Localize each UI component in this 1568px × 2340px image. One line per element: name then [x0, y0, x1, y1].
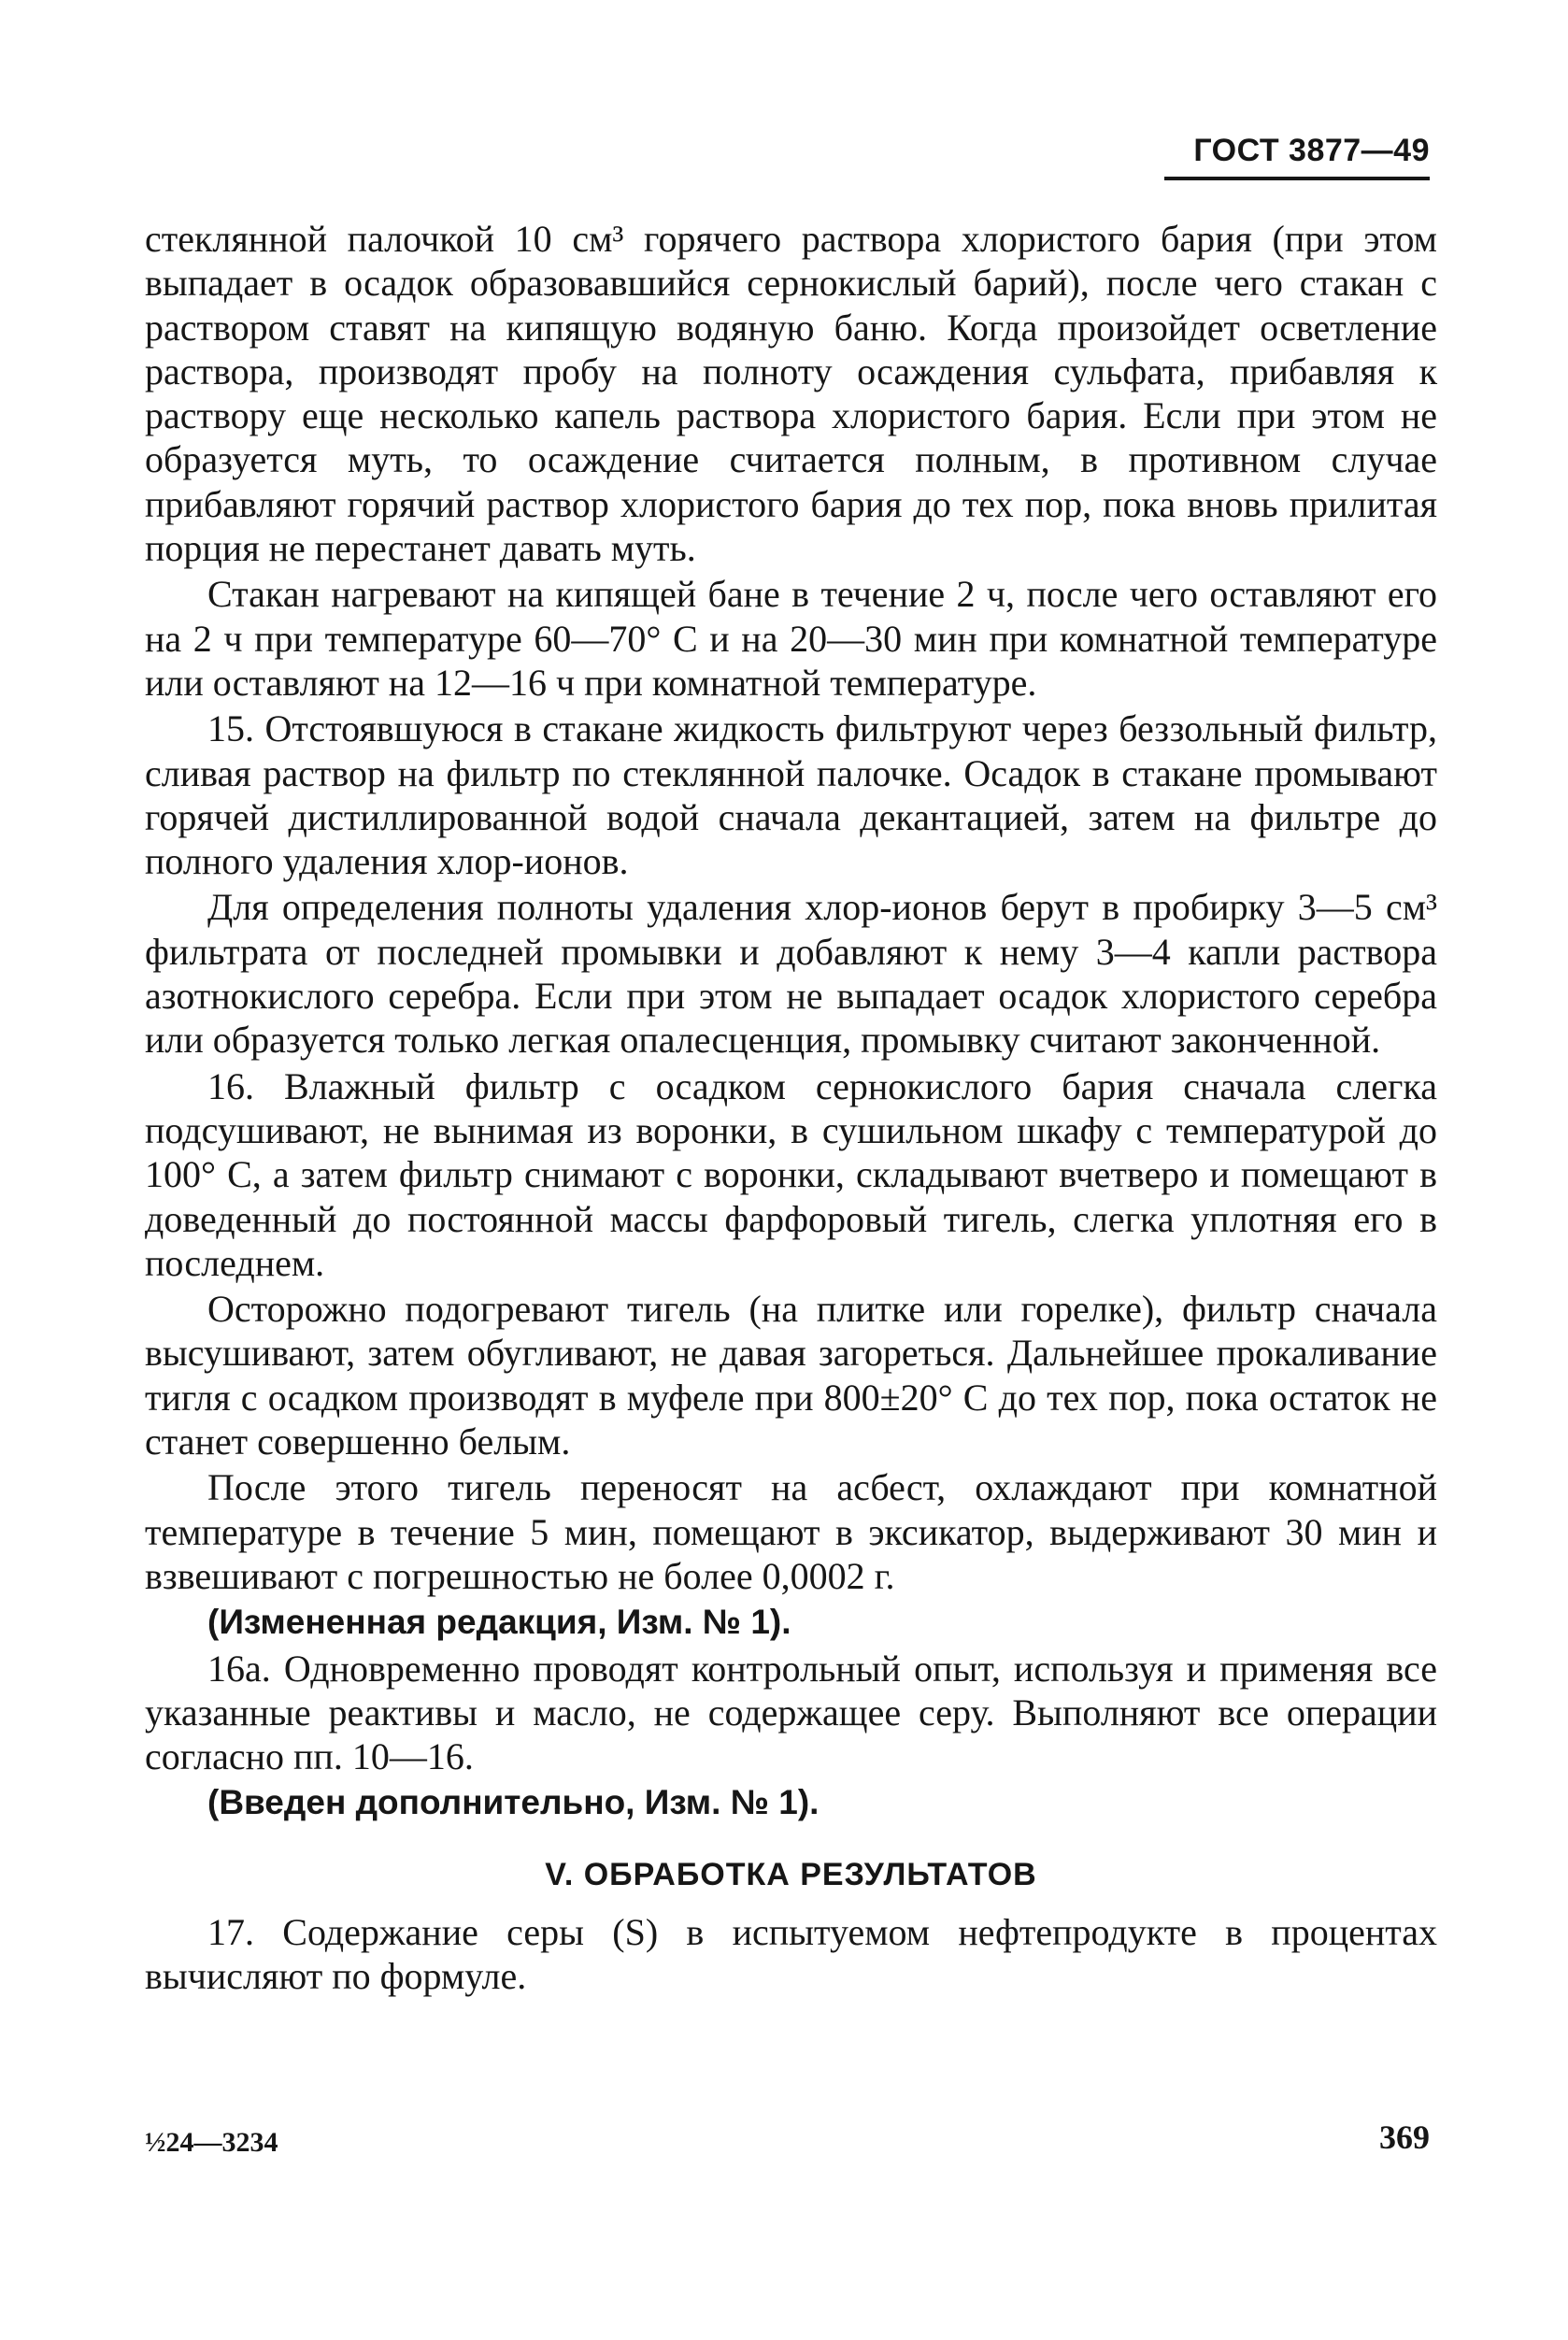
amendment-note-2: (Введен дополнительно, Изм. № 1). [207, 1783, 820, 1822]
page-number: 369 [1379, 2119, 1430, 2156]
paragraph-2: Стакан нагревают на кипящей бане в течение 2 ч, после чего оставляют его на 2 ч при температуре 60—70° С и на 20—30 мин при комнатной температуре или оставляют на 12—16 ч при комнатной температуре. [145, 573, 1437, 704]
print-code: ½24—3234 [145, 2127, 278, 2158]
document-header: ГОСТ 3877—49 [1164, 133, 1430, 180]
paragraph-17: 17. Содержание серы (S) в испытуемом нефтепродукте в процентах вычисляют по формуле. [145, 1910, 1437, 1998]
paragraph-16: 16. Влажный фильтр с осадком сернокислого бария сначала слегка подсушивают, не вынимая из воронки, в сушильном шкафу с температурой до 100° С, а затем фильтр снимают с воронки, складывают вчетверо и помещают в доведенный до постоянной массы фарфоровый тигель, слегка уплотняя его в последнем. [145, 1064, 1437, 1284]
paragraph-15: 15. Отстоявшуюся в стакане жидкость фильтруют через беззольный фильтр, сливая раствор на фильтр по стеклянной палочке. Осадок в стакане промывают горячей дистиллированной водой сначала декантацией, затем на фильтре до полного удаления хлор-ионов. [145, 707, 1437, 883]
paragraph-chlorine-test: Для определения полноты удаления хлор-ионов берут в пробирку 3—5 см³ фильтрата от последней промывки и добавляют к нему 3—4 капли раствора азотнокислого серебра. Если при этом не выпадает осадок хлористого серебра или образуется только легкая опалесценция, промывку считают законченной. [145, 886, 1437, 1062]
paragraph-heating: Осторожно подогревают тигель (на плитке или горелке), фильтр сначала высушивают, затем обугливают, не давая загореться. Дальнейшее прокаливание тигля с осадком производят в муфеле при 800±20° С до тех пор, пока остаток не станет совершенно белым. [145, 1288, 1437, 1463]
paragraph-16a: 16а. Одновременно проводят контрольный опыт, используя и применяя все указанные реактивы и масло, не содержащее серу. Выполняют все операции согласно пп. 10—16. [145, 1647, 1437, 1778]
page-body [145, 217, 1437, 1999]
section-title: V. ОБРАБОТКА РЕЗУЛЬТАТОВ [545, 1856, 1037, 1892]
paragraph-weighing: После этого тигель переносят на асбест, охлаждают при комнатной температуре в течение 5 мин, помещают в эксикатор, выдерживают 30 мин и взвешивают с погрешностью не более 0,0002 г. [145, 1466, 1437, 1597]
amendment-note-1: (Измененная редакция, Изм. № 1). [207, 1603, 791, 1642]
paragraph-1: стеклянной палочкой 10 см³ горячего раствора хлористого бария (при этом выпадает в осадок образовавшийся сернокислый барий), после чего стакан с раствором ставят на кипящую водяную баню. Когда произойдет осветление раствора, производят пробу на полноту осаждения сульфата, прибавляя к раствору еще несколько капель раствора хлористого бария. Если при этом не образуется муть, то осаждение считается полным, в противном случае прибавляют горячий раствор хлористого бария до тех пор, пока вновь прилитая порция не перестанет давать муть. [145, 218, 1437, 570]
